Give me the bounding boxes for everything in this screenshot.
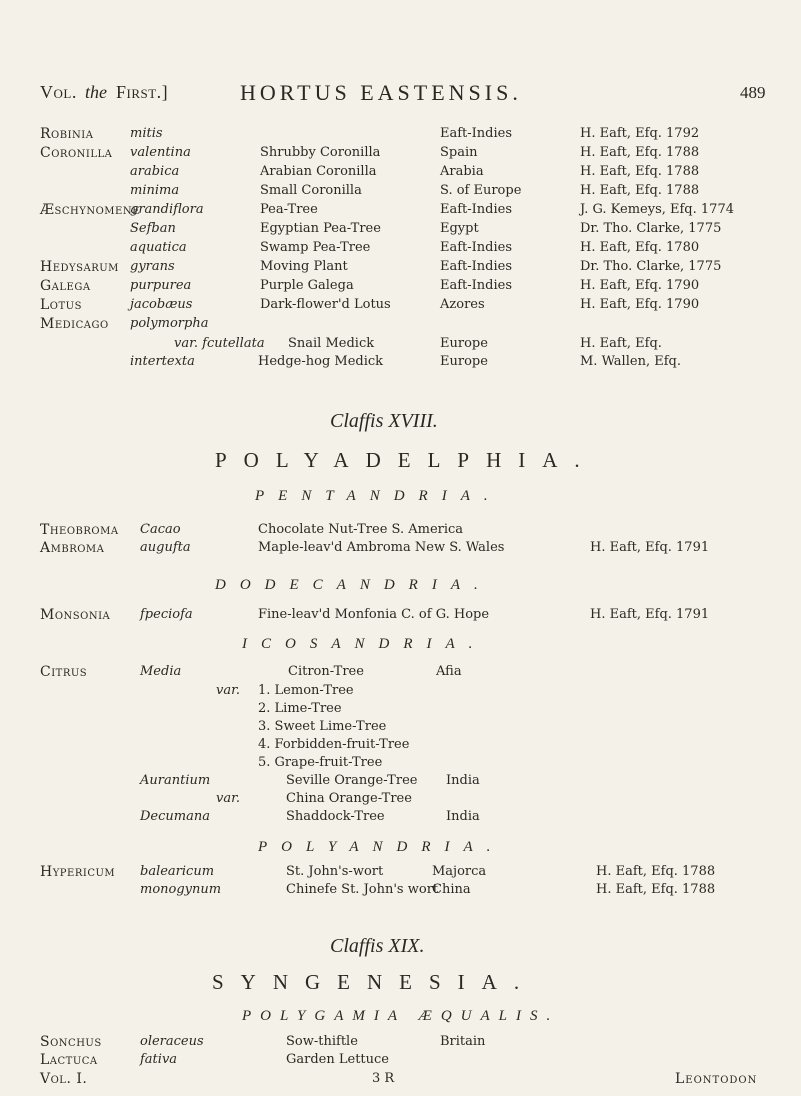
variety: 5. Grape-fruit-Tree (258, 755, 383, 770)
var-label: var. (216, 683, 241, 698)
variety: 2. Lime-Tree (258, 701, 342, 716)
genus: Medicago (40, 316, 109, 332)
genus: Hypericum (40, 864, 116, 880)
table-row (0, 864, 801, 882)
order-name: DODECANDRIA. (215, 577, 492, 593)
genus: Æschynomene (40, 202, 140, 218)
introducer: H. Eaft, Efq. (580, 336, 662, 351)
country: Arabia (440, 164, 484, 179)
introducer: H. Eaft, Efq. 1788 (596, 864, 716, 879)
genus: Citrus (40, 664, 88, 680)
genus: Coronilla (40, 145, 113, 161)
table-row (0, 183, 801, 201)
introducer: H. Eaft, Efq. 1788 (580, 145, 700, 160)
var-label: var. (216, 791, 241, 806)
common-name: Sow-thiftle (286, 1034, 358, 1049)
species: polymorpha (130, 316, 209, 331)
country: Europe (440, 336, 488, 351)
common-name: Shrubby Coronilla (260, 145, 381, 160)
common-name: Citron-Tree (288, 664, 364, 679)
running-header (40, 80, 780, 110)
species: intertexta (130, 354, 195, 369)
genus: Galega (40, 278, 91, 294)
country: India (446, 809, 480, 824)
introducer: H. Eaft, Efq. 1792 (580, 126, 700, 141)
table-row (0, 221, 801, 239)
species: augufta (140, 540, 191, 555)
order-name: ICOSANDRIA. (242, 636, 487, 652)
common-name: Small Coronilla (260, 183, 362, 198)
country: S. of Europe (440, 183, 522, 198)
country: Europe (440, 354, 488, 369)
footer-signature: 3 R (372, 1071, 395, 1086)
introducer: H. Eaft, Efq. 1788 (596, 882, 716, 897)
country: Spain (440, 145, 478, 160)
genus: Robinia (40, 126, 94, 142)
table-row (0, 336, 801, 354)
class-name: POLYADELPHIA. (215, 448, 597, 472)
page-number: 489 (740, 83, 766, 102)
genus: Theobroma (40, 522, 119, 538)
genus: Monsonia (40, 607, 111, 623)
introducer: H. Eaft, Efq. 1788 (580, 183, 700, 198)
common-name: Chinefe St. John's wort (286, 882, 439, 897)
class-label: Claffis XVIII. (330, 410, 438, 432)
species: jacobæus (130, 297, 193, 312)
order-name: POLYGAMIA ÆQUALIS. (242, 1008, 560, 1024)
species: aquatica (130, 240, 187, 255)
footer-catchword: Leontodon (675, 1071, 758, 1087)
genus: Sonchus (40, 1034, 102, 1050)
common-name: Egyptian Pea-Tree (260, 221, 381, 236)
introducer: H. Eaft, Efq. 1788 (580, 164, 700, 179)
introducer: H. Eaft, Efq. 1780 (580, 240, 700, 255)
species: Cacao (140, 522, 181, 537)
species: balearicum (140, 864, 215, 879)
table-row (0, 202, 801, 220)
genus: Hedysarum (40, 259, 119, 275)
country: Eaft-Indies (440, 240, 513, 255)
entry-text: Fine-leav'd Monfonia C. of G. Hope (258, 607, 490, 622)
common-name: Purple Galega (260, 278, 354, 293)
species: purpurea (130, 278, 192, 293)
introducer: J. G. Kemeys, Efq. 1774 (580, 202, 734, 217)
variety: 4. Forbidden-fruit-Tree (258, 737, 410, 752)
order-name: PENTANDRIA. (255, 488, 502, 504)
species: gyrans (130, 259, 175, 274)
species: mitis (130, 126, 163, 141)
country: Eaft-Indies (440, 278, 513, 293)
country: Eaft-Indies (440, 259, 513, 274)
common-name: Pea-Tree (260, 202, 318, 217)
common-name: Swamp Pea-Tree (260, 240, 371, 255)
species: monogynum (140, 882, 222, 897)
species: var. fcutellata (174, 336, 265, 351)
table-row (0, 882, 801, 900)
genus: Lotus (40, 297, 82, 313)
country: Eaft-Indies (440, 202, 513, 217)
page-title: HORTUS EASTENSIS. (240, 80, 522, 105)
species: Sefban (130, 221, 176, 236)
common-name: St. John's-wort (286, 864, 384, 879)
introducer: M. Wallen, Efq. (580, 354, 681, 369)
common-name: Moving Plant (260, 259, 348, 274)
country: Eaft-Indies (440, 126, 513, 141)
country: Afia (436, 664, 462, 679)
table-row (0, 607, 801, 625)
species: fativa (140, 1052, 178, 1067)
variety: 1. Lemon-Tree (258, 683, 354, 698)
introducer: Dr. Tho. Clarke, 1775 (580, 221, 722, 236)
entry-text: Chocolate Nut-Tree S. America (258, 522, 464, 537)
introducer: H. Eaft, Efq. 1791 (590, 607, 710, 622)
footer-volume: Vol. I. (40, 1071, 88, 1087)
common-name: Arabian Coronilla (260, 164, 377, 179)
common-name: China Orange-Tree (286, 791, 412, 806)
table-row (0, 240, 801, 258)
species: Media (140, 664, 182, 679)
common-name: Snail Medick (288, 336, 375, 351)
table-row (0, 278, 801, 296)
class-name: SYNGENESIA. (212, 970, 537, 994)
common-name: Seville Orange-Tree (286, 773, 418, 788)
table-row (0, 316, 801, 334)
table-row (0, 297, 801, 315)
table-row (0, 522, 801, 540)
class-label: Claffis XIX. (330, 935, 425, 957)
country: Egypt (440, 221, 479, 236)
order-name: POLYANDRIA. (258, 839, 505, 855)
country: Britain (440, 1034, 486, 1049)
table-row (0, 540, 801, 558)
introducer: Dr. Tho. Clarke, 1775 (580, 259, 722, 274)
variety: 3. Sweet Lime-Tree (258, 719, 387, 734)
country: Azores (440, 297, 485, 312)
header-first: First.] (116, 82, 169, 102)
country: India (446, 773, 480, 788)
entry-text: Maple-leav'd Ambroma New S. Wales (258, 540, 505, 555)
country: China (432, 882, 471, 897)
species: valentina (130, 145, 191, 160)
species: oleraceus (140, 1034, 204, 1049)
table-row (0, 1034, 801, 1052)
country: Majorca (432, 864, 487, 879)
header-vol: Vol. (40, 82, 77, 102)
table-row (0, 354, 801, 372)
table-row (0, 164, 801, 182)
common-name: Shaddock-Tree (286, 809, 385, 824)
species: arabica (130, 164, 180, 179)
common-name: Garden Lettuce (286, 1052, 389, 1067)
species: Decumana (140, 809, 210, 824)
species: minima (130, 183, 180, 198)
introducer: H. Eaft, Efq. 1791 (590, 540, 710, 555)
common-name: Dark-flower'd Lotus (260, 297, 391, 312)
table-row (0, 259, 801, 277)
header-the: the (85, 82, 107, 102)
introducer: H. Eaft, Efq. 1790 (580, 297, 700, 312)
genus: Lactuca (40, 1052, 98, 1068)
table-row (0, 1052, 801, 1070)
species: Aurantium (140, 773, 211, 788)
table-row (0, 145, 801, 163)
common-name: Hedge-hog Medick (258, 354, 384, 369)
introducer: H. Eaft, Efq. 1790 (580, 278, 700, 293)
table-row (0, 126, 801, 144)
genus: Ambroma (40, 540, 105, 556)
species: grandiflora (130, 202, 204, 217)
species: fpeciofa (140, 607, 193, 622)
